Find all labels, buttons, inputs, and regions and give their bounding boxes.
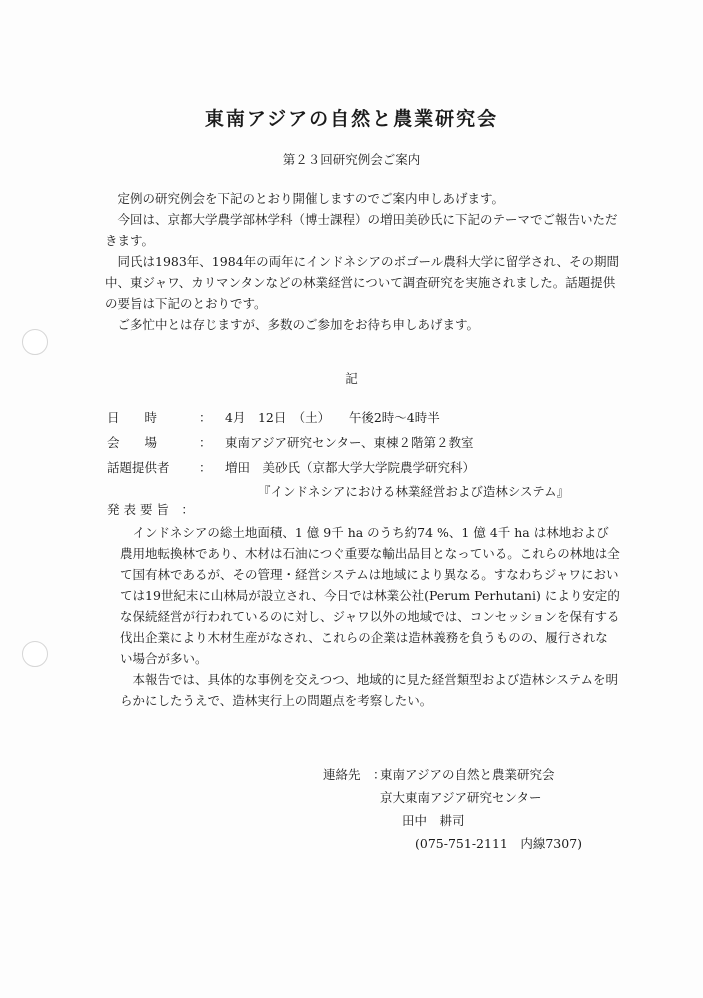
speaker-value: 増田 美砂氏（京都大学大学院農学研究科）	[225, 460, 476, 475]
contact-name: 田中 耕司	[402, 813, 465, 828]
date-colon: ：	[199, 410, 212, 425]
contact-org: 東南アジアの自然と農業研究会	[380, 767, 555, 782]
contact-center: 京大東南アジア研究センター	[380, 790, 542, 805]
venue-value: 東南アジア研究センター、東棟２階第２教室	[225, 435, 474, 450]
venue-label: 会 場	[107, 435, 158, 450]
venue-row	[107, 433, 474, 451]
speaker-colon: ：	[199, 460, 212, 475]
contact-label: 連絡先 ：	[323, 767, 386, 782]
intro-paragraph-1: 定例の研究例会を下記のとおり開催しますのでご案内申しあげます。	[117, 191, 505, 206]
intro-paragraph-2: 今回は、京都大学農学部林学科（博士課程）の増田美砂氏に下記のテーマでご報告いただきます。	[105, 212, 618, 248]
ki-heading: 記	[345, 371, 358, 386]
intro-paragraph-4: ご多忙中とは存じますが、多数のご参加をお待ち申しあげます。	[117, 317, 480, 332]
date-label: 日 時	[107, 410, 158, 425]
date-row	[107, 408, 440, 426]
summary-paragraph-2: 本報告では、具体的な事例を交えつつ、地域的に見た経営類型および造林システムを明らかにしたうえで、造林実行上の問題点を考察したい。	[120, 672, 619, 708]
document-subtitle: 第２３回研究例会ご案内	[282, 152, 421, 167]
intro-paragraph-3: 同氏は1983年、1984年の両年にインドネシアのボゴール農科大学に留学され、その期間中、東ジャワ、カリマンタンなどの林業経営について調査研究を実施されました。話題提供の要旨は下記のとおりです。	[105, 254, 619, 311]
venue-colon: ：	[199, 435, 212, 450]
document-title: 東南アジアの自然と農業研究会	[204, 108, 499, 130]
summary-section	[120, 522, 620, 711]
intro-section	[105, 188, 625, 335]
summary-paragraph-1: インドネシアの総土地面積、1 億 9千 ha のうち約74 %、1 億 4千 ha は林地および農用地転換林であり、木材は石油につぐ重要な輸出品目となっている。これらの林地は全て国有林であるが、その管理・経営システムは地域により異なる。すなわちジャワにおいては19世紀末に山林局が設立され、今日では林業公社(Perum Perhutani) により安定的な保続経営が行われているのに対し、ジャワ以外の地域では、コンセッションを保有する伐出企業により木材生産がなされ、これらの企業は造林義務を負うものの、履行されない場合が多い。	[120, 525, 620, 666]
speaker-row	[107, 458, 475, 476]
date-value: 4月 12日 （土） 午後2時～4時半	[225, 410, 440, 425]
punch-hole-icon	[22, 329, 48, 355]
speaker-label: 話題提供者	[107, 460, 170, 475]
summary-label: 発 表 要 旨 ：	[107, 502, 194, 517]
punch-hole-icon	[22, 641, 48, 667]
contact-phone: (075-751-2111 内線7307)	[415, 836, 583, 851]
topic-title: 『インドネシアにおける林業経営および造林システム』	[258, 484, 570, 499]
